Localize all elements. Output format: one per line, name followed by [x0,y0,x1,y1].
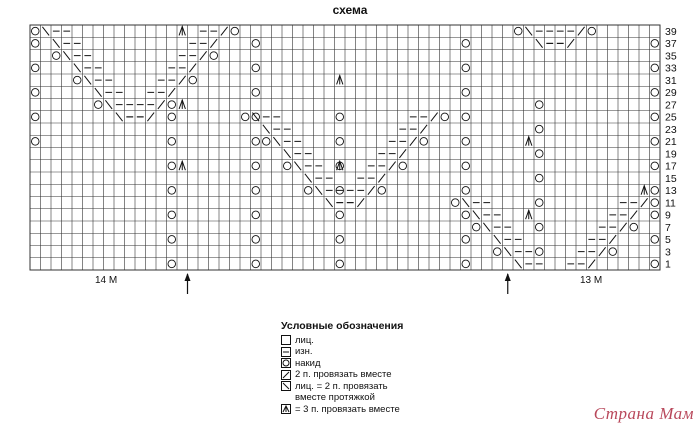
yarn-over-mark [168,113,176,121]
row-number: 35 [665,50,677,63]
yarn-over-mark [651,162,659,170]
ssk-mark [494,235,501,244]
k2tog-mark [378,174,385,183]
ssk-mark [525,27,532,36]
yarn-over-mark [31,27,39,35]
k2tog-mark [179,76,186,85]
yarn-over-mark [252,187,260,195]
k2tog-mark [599,247,606,256]
yarn-over-mark [336,138,344,146]
yarn-over-mark [535,223,543,231]
yarn-over-mark [168,211,176,219]
k2tog-mark [357,198,364,207]
k2tog-mark [158,100,165,109]
yarn-over-mark [252,236,260,244]
legend-item [281,381,403,393]
yarn-over-mark [168,260,176,268]
legend-item [281,346,403,358]
yarn-over-mark [462,64,470,72]
yarn-over-mark [441,113,449,121]
yarn-over-mark [451,199,459,207]
k2tog-mark [221,27,228,36]
ssk-mark [473,211,480,220]
ssk-mark [462,198,469,207]
row-number: 19 [665,148,677,161]
yarn-over-mark [168,236,176,244]
yarn-over-mark [651,64,659,72]
yarn-over-mark [651,40,659,48]
k3tog-icon [281,404,291,414]
legend-item-label: = 3 п. провязать вместе [295,403,400,415]
legend-item [281,358,403,370]
yarn-over-mark [651,187,659,195]
repeat-label-left: 14 М [95,275,118,286]
yarn-over-mark [609,248,617,256]
yarn-over-icon [281,358,291,368]
yarn-over-mark [535,248,543,256]
yarn-over-mark [651,138,659,146]
knit-icon [281,335,291,345]
yarn-over-mark [651,211,659,219]
yarn-over-mark [262,138,270,146]
k2tog-mark [189,64,196,73]
yarn-over-mark [493,248,501,256]
row-number: 7 [665,221,671,234]
yarn-over-mark [514,27,522,35]
repeat-arrow-head [505,273,511,281]
yarn-over-mark [472,223,480,231]
ssk-mark [74,64,81,73]
watermark-logo: Страна Мам [593,404,694,423]
ssk-mark [536,39,543,48]
row-number: 29 [665,87,677,100]
repeat-marks [95,273,602,294]
yarn-over-mark [73,76,81,84]
yarn-over-mark [651,236,659,244]
row-number: 5 [665,234,671,247]
yarn-over-mark [399,162,407,170]
row-number: 27 [665,99,677,112]
yarn-over-mark [336,113,344,121]
yarn-over-mark [252,260,260,268]
ssk-mark [504,247,511,256]
ssk-mark [105,100,112,109]
yarn-over-mark [535,101,543,109]
row-number: 15 [665,172,677,185]
ssk-mark [42,27,49,36]
row-number: 23 [665,123,677,136]
ssk-mark [284,149,291,158]
legend [281,321,403,415]
ssk-mark [53,39,60,48]
yarn-over-mark [168,162,176,170]
yarn-over-mark [378,187,386,195]
yarn-over-mark [462,187,470,195]
row-number: 3 [665,246,671,259]
k2tog-mark [609,235,616,244]
ssk-mark [263,125,270,134]
yarn-over-mark [535,199,543,207]
k2tog-mark [168,88,175,97]
legend-item [281,404,403,416]
yarn-over-mark [31,40,39,48]
yarn-over-mark [336,211,344,219]
yarn-over-mark [336,236,344,244]
chart-title: схема [332,3,368,17]
k2tog-mark [431,113,438,122]
ssk-mark [116,113,123,122]
yarn-over-mark [462,211,470,219]
yarn-over-mark [420,138,428,146]
ssk-mark [515,260,522,269]
row-number: 33 [665,62,677,75]
legend-item-label: 2 п. провязать вместе [295,369,392,380]
ssk-mark [95,88,102,97]
k2tog-mark [200,51,207,60]
yarn-over-mark [462,236,470,244]
ssk-icon [281,381,291,391]
ssk-mark [326,198,333,207]
yarn-over-mark [252,64,260,72]
yarn-over-mark [535,174,543,182]
row-number: 17 [665,160,677,173]
ssk-mark [273,137,280,146]
yarn-over-mark [630,223,638,231]
yarn-over-mark [651,260,659,268]
yarn-over-mark [231,27,239,35]
legend-item-label: лиц. [295,334,314,346]
k2tog-mark [620,223,627,232]
ssk-mark [84,76,91,85]
ssk-mark [315,186,322,195]
legend-item-label: накид [295,357,321,369]
k2tog-icon [281,370,291,380]
legend-item [281,392,403,404]
yarn-over-mark [252,162,260,170]
k2tog-mark [578,27,585,36]
row-numbers [665,26,677,271]
yarn-over-mark [252,138,260,146]
yarn-over-mark [168,101,176,109]
yarn-over-mark [252,40,260,48]
yarn-over-mark [31,138,39,146]
yarn-over-mark [31,113,39,121]
legend-title: Условные обозначения [281,320,404,332]
yarn-over-mark [252,211,260,219]
yarn-over-mark [535,125,543,133]
k2tog-mark [389,162,396,171]
row-number: 37 [665,38,677,51]
k2tog-mark [588,260,595,269]
repeat-label-right: 13 М [580,275,603,286]
legend-item-label: изн. [295,346,313,357]
chart-grid [30,25,660,270]
purl-icon [281,347,291,357]
yarn-over-mark [252,89,260,97]
k2tog-mark [399,149,406,158]
k2tog-mark [567,39,574,48]
legend-item-label: лиц. = 2 п. провязать [295,380,388,392]
yarn-over-mark [462,40,470,48]
yarn-over-mark [336,260,344,268]
k2tog-mark [368,186,375,195]
yarn-over-mark [210,52,218,60]
yarn-over-mark [52,52,60,60]
legend-item-label: вместе протяжкой [295,392,375,403]
yarn-over-mark [535,150,543,158]
yarn-over-mark [168,187,176,195]
yarn-over-mark [462,89,470,97]
yarn-over-mark [168,138,176,146]
yarn-over-mark [94,101,102,109]
row-number: 1 [665,258,671,271]
yarn-over-mark [651,199,659,207]
row-number: 31 [665,74,677,87]
k2tog-mark [410,137,417,146]
yarn-over-mark [651,89,659,97]
yarn-over-mark [241,113,249,121]
yarn-over-mark [189,76,197,84]
legend-item [281,369,403,381]
k2tog-mark [210,39,217,48]
row-number: 21 [665,136,677,149]
k2tog-mark [630,211,637,220]
yarn-over-mark [462,162,470,170]
yarn-over-mark [462,113,470,121]
ssk-cont-icon [281,393,291,403]
yarn-over-mark [31,64,39,72]
k2tog-mark [420,125,427,134]
repeat-arrow-head [185,273,191,281]
yarn-over-mark [304,187,312,195]
yarn-over-mark [283,162,291,170]
yarn-over-mark [588,27,596,35]
yarn-over-mark [462,138,470,146]
ssk-mark [305,174,312,183]
row-number: 9 [665,209,671,222]
legend-item [281,335,403,347]
row-number: 25 [665,111,677,124]
k2tog-mark [147,113,154,122]
ssk-mark [294,162,301,171]
ssk-mark [63,51,70,60]
ssk-mark [483,223,490,232]
yarn-over-mark [651,113,659,121]
row-number: 11 [665,197,676,210]
row-number: 39 [665,25,677,38]
yarn-over-mark [462,260,470,268]
row-number: 13 [665,185,677,198]
yarn-over-mark [31,89,39,97]
k2tog-mark [641,198,648,207]
